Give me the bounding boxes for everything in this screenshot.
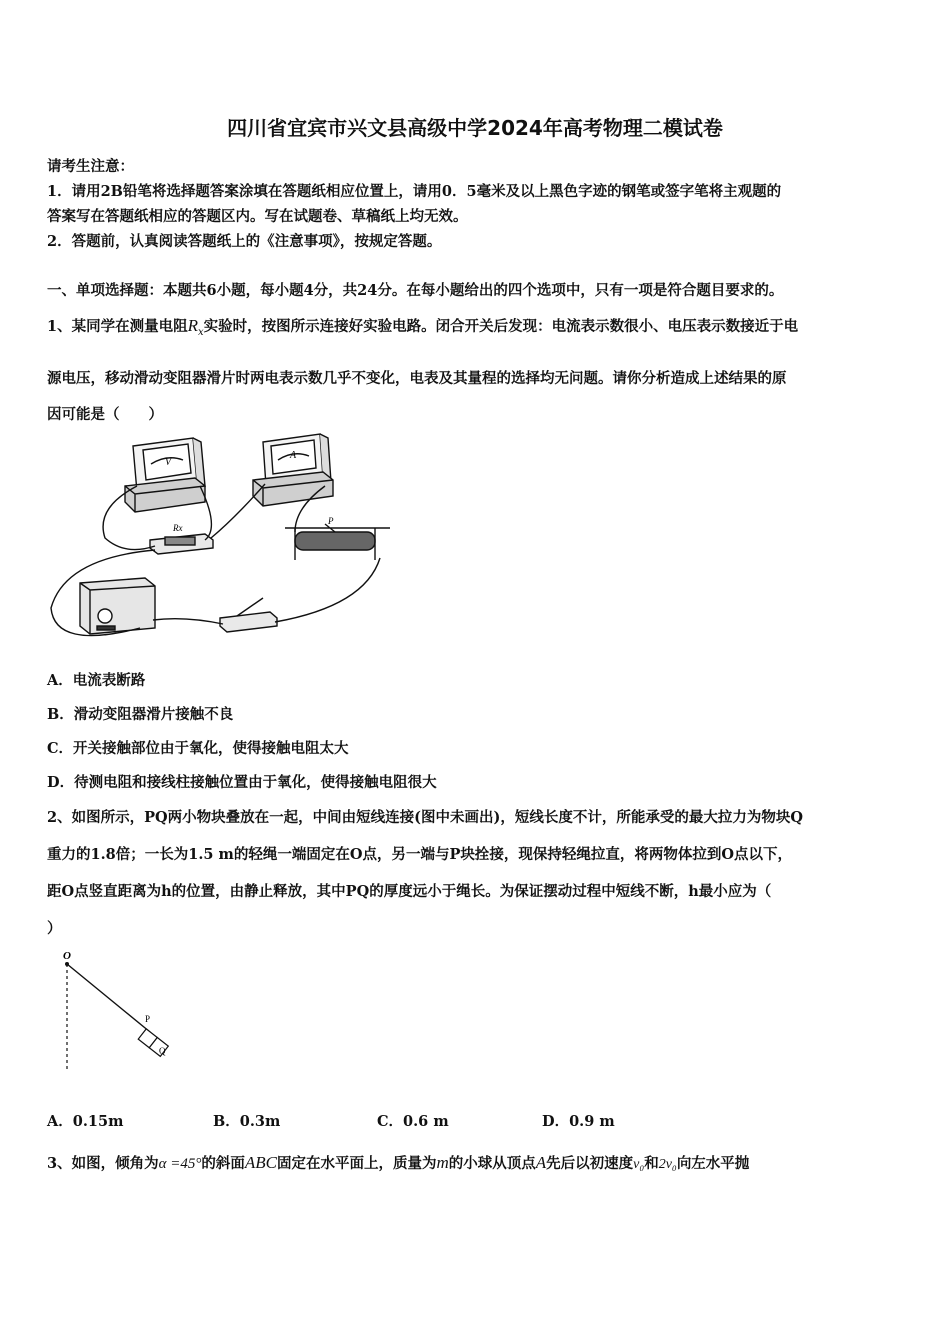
rx-subscript: x xyxy=(197,326,204,338)
slope-abc: ABC xyxy=(244,1153,277,1172)
q3-part-4: 的小球从顶点 xyxy=(448,1155,536,1172)
page-title: 四川省宜宾市兴文县高级中学2024年高考物理二模试卷 xyxy=(227,116,723,140)
vertex-a: A xyxy=(535,1153,547,1172)
q1-option-a[interactable]: A．电流表断路 xyxy=(47,672,146,689)
voltmeter-label: V xyxy=(165,457,172,468)
pendulum-figure xyxy=(55,944,185,1074)
q2-option-d[interactable]: D．0.9 m xyxy=(542,1113,615,1130)
q2-option-b[interactable]: B．0.3m xyxy=(213,1113,281,1130)
pivot-label: O xyxy=(63,950,71,962)
q1-option-c[interactable]: C．开关接触部位由于氧化，使得接触电阻太大 xyxy=(47,740,349,757)
q2-option-c[interactable]: C．0.6 m xyxy=(377,1113,449,1130)
ammeter-label: A xyxy=(290,450,297,461)
velocity-v0: v₀ xyxy=(633,1157,645,1172)
q2-line-3: 距O点竖直距离为h的位置，由静止释放，其中PQ的厚度远小于绳长。为保证摆动过程中短线不断，h最小应为（ xyxy=(47,883,772,900)
q3-line-1 xyxy=(47,1152,749,1173)
notice-item-1-line-1: 1．请用2B铅笔将选择题答案涂填在答题纸相应位置上，请用0．5毫米及以上黑色字迹的钢笔或签字笔将主观题的 xyxy=(47,183,782,200)
q1-option-b[interactable]: B．滑动变阻器滑片接触不良 xyxy=(47,706,234,723)
q1-line-2: 源电压，移动滑动变阻器滑片时两电表示数几乎不变化，电表及其量程的选择均无问题。请你分析造成上述结果的原 xyxy=(47,370,787,387)
notice-item-1-line-2: 答案写在答题纸相应的答题区内。写在试题卷、草稿纸上均无效。 xyxy=(47,208,468,225)
q2-line-2: 重力的1.8倍；一长为1.5 m的轻绳一端固定在O点，另一端与P块拴接，现保持轻绳拉直，将两物体拉到O点以下， xyxy=(47,846,793,863)
rheostat-label: P xyxy=(328,516,334,526)
q1-line-1 xyxy=(47,315,798,338)
section-1-heading: 一、单项选择题：本题共6小题，每小题4分，共24分。在每小题给出的四个选项中，只有一项是符合题目要求的。 xyxy=(47,282,784,299)
q3-part-6: 和 xyxy=(644,1155,659,1172)
q3-part-2: 的斜面 xyxy=(201,1155,245,1172)
mass-m: m xyxy=(436,1153,449,1172)
q3-part-1: 3、如图，倾角为 xyxy=(47,1155,159,1172)
block-p-label: P xyxy=(145,1014,151,1024)
q2-line-1: 2、如图所示，PQ两小物块叠放在一起，中间由短线连接(图中未画出)，短线长度不计，所能承受的最大拉力为物块Q xyxy=(47,809,803,826)
q3-part-7: 向左水平抛 xyxy=(676,1155,750,1172)
block-q-label: Q xyxy=(159,1046,166,1056)
q2-line-4: ） xyxy=(47,920,62,937)
q1-option-d[interactable]: D．待测电阻和接线柱接触位置由于氧化，使得接触电阻很大 xyxy=(47,774,437,791)
notice-item-2: 2．答题前，认真阅读答题纸上的《注意事项》，按规定答题。 xyxy=(47,233,442,250)
velocity-2v0: 2v₀ xyxy=(658,1157,677,1172)
q2-option-a[interactable]: A．0.15m xyxy=(47,1113,124,1130)
q3-part-5: 先后以初速度 xyxy=(546,1155,634,1172)
q1-line-1-post: 实验时，按图所示连接好实验电路。闭合开关后发现：电流表示数很小、电压表示数接近于电 xyxy=(203,318,799,335)
notice-heading: 请考生注意： xyxy=(47,158,134,175)
q1-line-3: 因可能是（ ） xyxy=(47,406,163,423)
resistor-label: Rx xyxy=(173,523,183,533)
alpha-expression: α =45° xyxy=(158,1156,202,1172)
circuit-figure xyxy=(45,428,400,650)
rx-symbol: R xyxy=(187,316,198,335)
q1-line-1-pre: 1、某同学在测量电阻 xyxy=(47,318,188,335)
q3-part-3: 固定在水平面上，质量为 xyxy=(276,1155,437,1172)
